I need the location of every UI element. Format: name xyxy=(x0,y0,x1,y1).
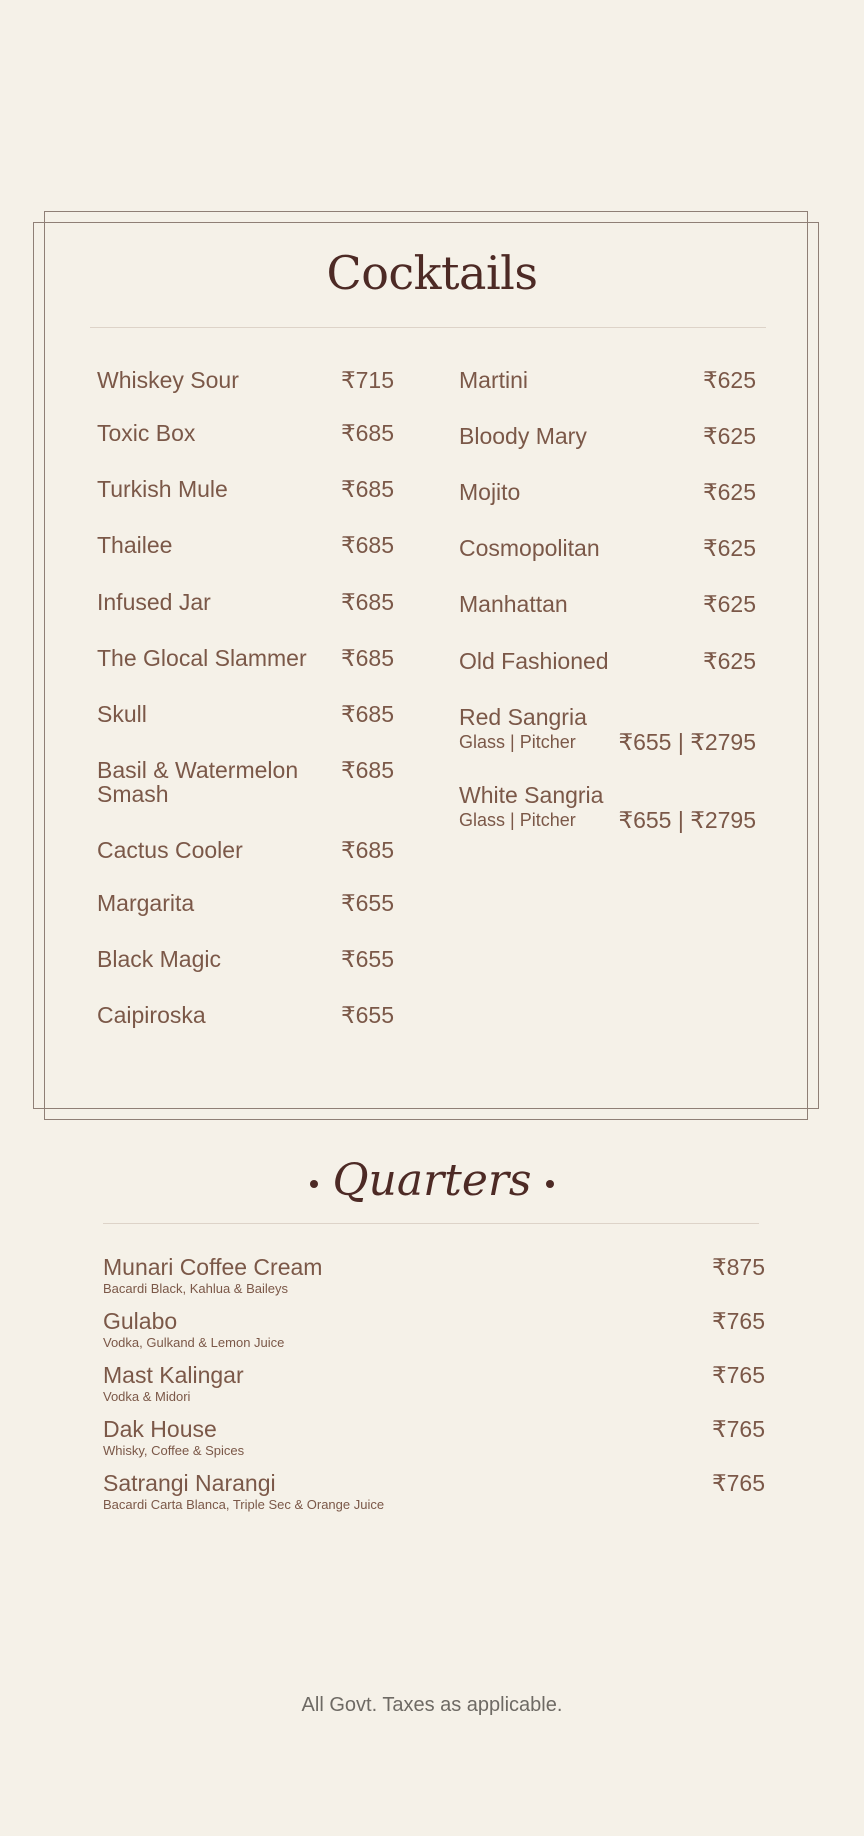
menu-item: Turkish Mule ₹685 xyxy=(97,476,394,502)
divider-quarters xyxy=(103,1223,759,1224)
list-item: Dak House Whisky, Coffee & Spices ₹765 xyxy=(103,1416,765,1458)
list-item: Munari Coffee Cream Bacardi Black, Kahlua & Baileys ₹875 xyxy=(103,1254,765,1296)
bullet-dot xyxy=(546,1180,554,1188)
menu-item: Margarita ₹655 xyxy=(97,890,394,916)
list-item: Mast Kalingar Vodka & Midori ₹765 xyxy=(103,1362,765,1404)
cocktails-right-column xyxy=(459,368,756,831)
cocktails-left-column xyxy=(97,368,394,1027)
section-title-cocktails: Cocktails xyxy=(326,246,538,300)
menu-item: Skull ₹685 xyxy=(97,701,394,727)
menu-item: Cactus Cooler ₹685 xyxy=(97,837,394,863)
list-item: Satrangi Narangi Bacardi Carta Blanca, Triple Sec & Orange Juice ₹765 xyxy=(103,1470,765,1512)
menu-item: Basil & Watermelon Smash ₹685 xyxy=(97,757,394,807)
quarters-list xyxy=(103,1254,765,1524)
menu-item: Mojito ₹625 xyxy=(459,479,756,505)
menu-item: Black Magic ₹655 xyxy=(97,946,394,972)
menu-item: Infused Jar ₹685 xyxy=(97,589,394,615)
menu-item: Toxic Box ₹685 xyxy=(97,420,394,446)
tax-note: All Govt. Taxes as applicable. xyxy=(301,1694,563,1716)
menu-item: Whiskey Sour ₹715 xyxy=(97,367,394,393)
menu-item: White Sangria Glass | Pitcher ₹655 | ₹2795 xyxy=(459,782,756,833)
menu-item: Manhattan ₹625 xyxy=(459,591,756,617)
menu-item: Cosmopolitan ₹625 xyxy=(459,535,756,561)
menu-item: Old Fashioned ₹625 xyxy=(459,648,756,674)
menu-item: Thailee ₹685 xyxy=(97,532,394,558)
menu-item: The Glocal Slammer ₹685 xyxy=(97,645,394,671)
menu-item: Caipiroska ₹655 xyxy=(97,1002,394,1028)
divider-cocktails xyxy=(90,327,766,328)
menu-item: Red Sangria Glass | Pitcher ₹655 | ₹2795 xyxy=(459,704,756,755)
menu-item: Martini ₹625 xyxy=(459,367,756,393)
section-title-quarters: Quarters xyxy=(0,1155,864,1206)
menu-item: Bloody Mary ₹625 xyxy=(459,423,756,449)
bullet-dot xyxy=(310,1180,318,1188)
list-item: Gulabo Vodka, Gulkand & Lemon Juice ₹765 xyxy=(103,1308,765,1350)
